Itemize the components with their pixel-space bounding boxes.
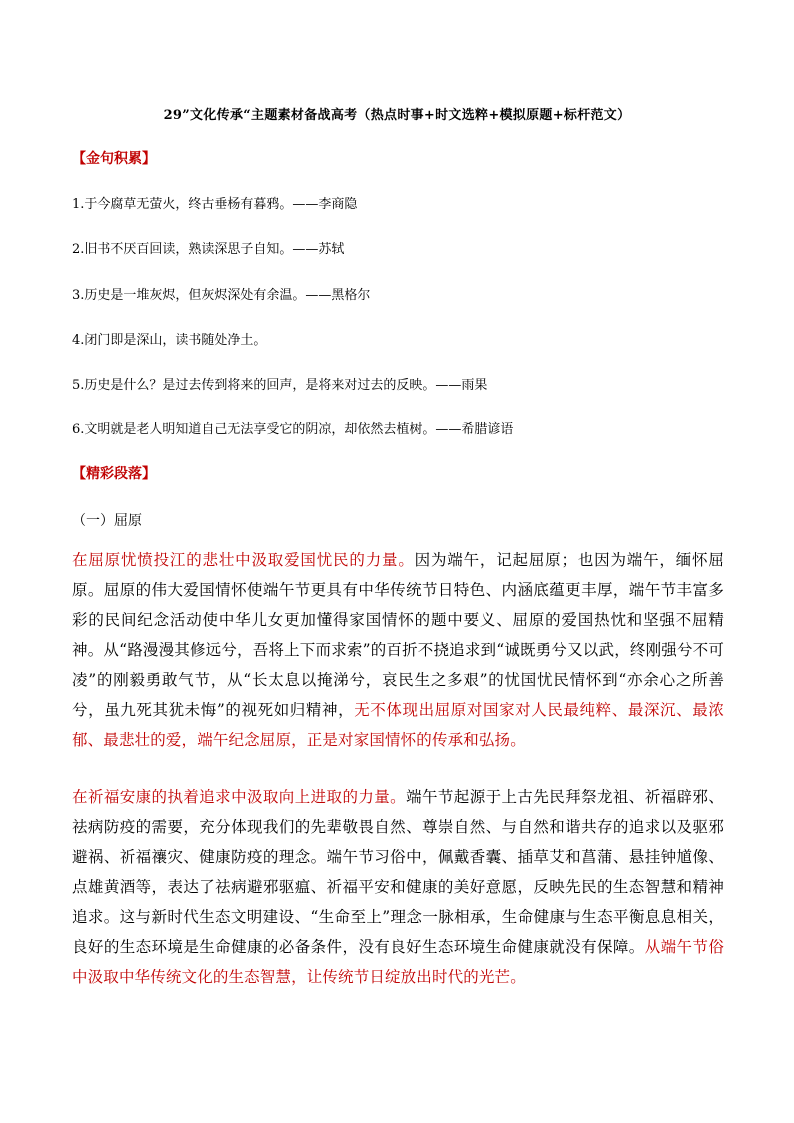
document-title: 29”文化传承“主题素材备战高考（热点时事+时文选粹+模拟原题+标杆范文） [163, 108, 631, 123]
section-heading-quotes: 【金句积累】 [72, 151, 156, 167]
quote-item-6: 6.文明就是老人明知道自己无法享受它的阴凉，却依然去植树。——希腊谚语 [72, 422, 514, 437]
quote-item-5: 5.历史是什么？是过去传到将来的回声，是将来对过去的反映。——雨果 [72, 378, 488, 393]
paragraph-2 [72, 782, 724, 992]
quote-item-4: 4.闭门即是深山，读书随处净土。 [72, 333, 267, 348]
quote-item-1: 1.于今腐草无萤火，终古垂杨有暮鸦。——李商隐 [72, 197, 358, 212]
quote-item-2: 2.旧书不厌百回读，熟读深思子自知。——苏轼 [72, 242, 345, 257]
paragraph-1-tail: 无不体现出屈原对国家对人民最纯粹、最深沉、最浓郁、最悲壮的爱，端午纪念屈原，正是对家国情怀的传承和弘扬。 [72, 701, 724, 749]
quote-item-3: 3.历史是一堆灰烬，但灰烬深处有余温。——黑格尔 [72, 288, 371, 303]
subsection-heading: （一）屈原 [72, 513, 142, 529]
paragraph-1 [72, 545, 724, 755]
paragraph-1-body: 因为端午，记起屈原；也因为端午，缅怀屈原。屈原的伟大爱国情怀使端午节更具有中华传统节日特色、内涵底蕴更丰厚，端午节丰富多彩的民间纪念活动使中华儿女更加懂得家国情怀的题中要义、屈原的爱国热忱和坚强不屈精神。从“路漫漫其修远兮，吾将上下而求索”的百折不挠追求到“诚既勇兮又以武，终刚强兮不可凌”的刚毅勇敢气节，从“长太息以掩涕兮，哀民生之多艰”的忧国忧民情怀到“亦余心之所善兮，虽九死其犹未悔”的视死如归精神， [72, 551, 725, 719]
section-heading-paragraphs: 【精彩段落】 [72, 466, 156, 482]
paragraph-2-lead: 在祈福安康的执着追求中汲取向上进取的力量。 [72, 788, 407, 806]
paragraph-1-lead: 在屈原忧愤投江的悲壮中汲取爱国忧民的力量。 [72, 551, 415, 569]
paragraph-2-tail: 从端午节俗中汲取中华传统文化的生态智慧，让传统节日绽放出时代的光芒。 [72, 938, 724, 986]
paragraph-2-body: 端午节起源于上古先民拜祭龙祖、祈福辟邪、祛病防疫的需要，充分体现我们的先辈敬畏自然、尊崇自然、与自然和谐共存的追求以及驱邪避祸、祈福禳灾、健康防疫的理念。端午节习俗中，佩戴香囊、插草艾和菖蒲、悬挂钟馗像、点雄黄酒等，表达了祛病避邪驱瘟、祈福平安和健康的美好意愿，反映先民的生态智慧和精神追求。这与新时代生态文明建设、“生命至上”理念一脉相承，生命健康与生态平衡息息相关，良好的生态环境是生命健康的必备条件，没有良好生态环境生命健康就没有保障。 [72, 788, 724, 956]
